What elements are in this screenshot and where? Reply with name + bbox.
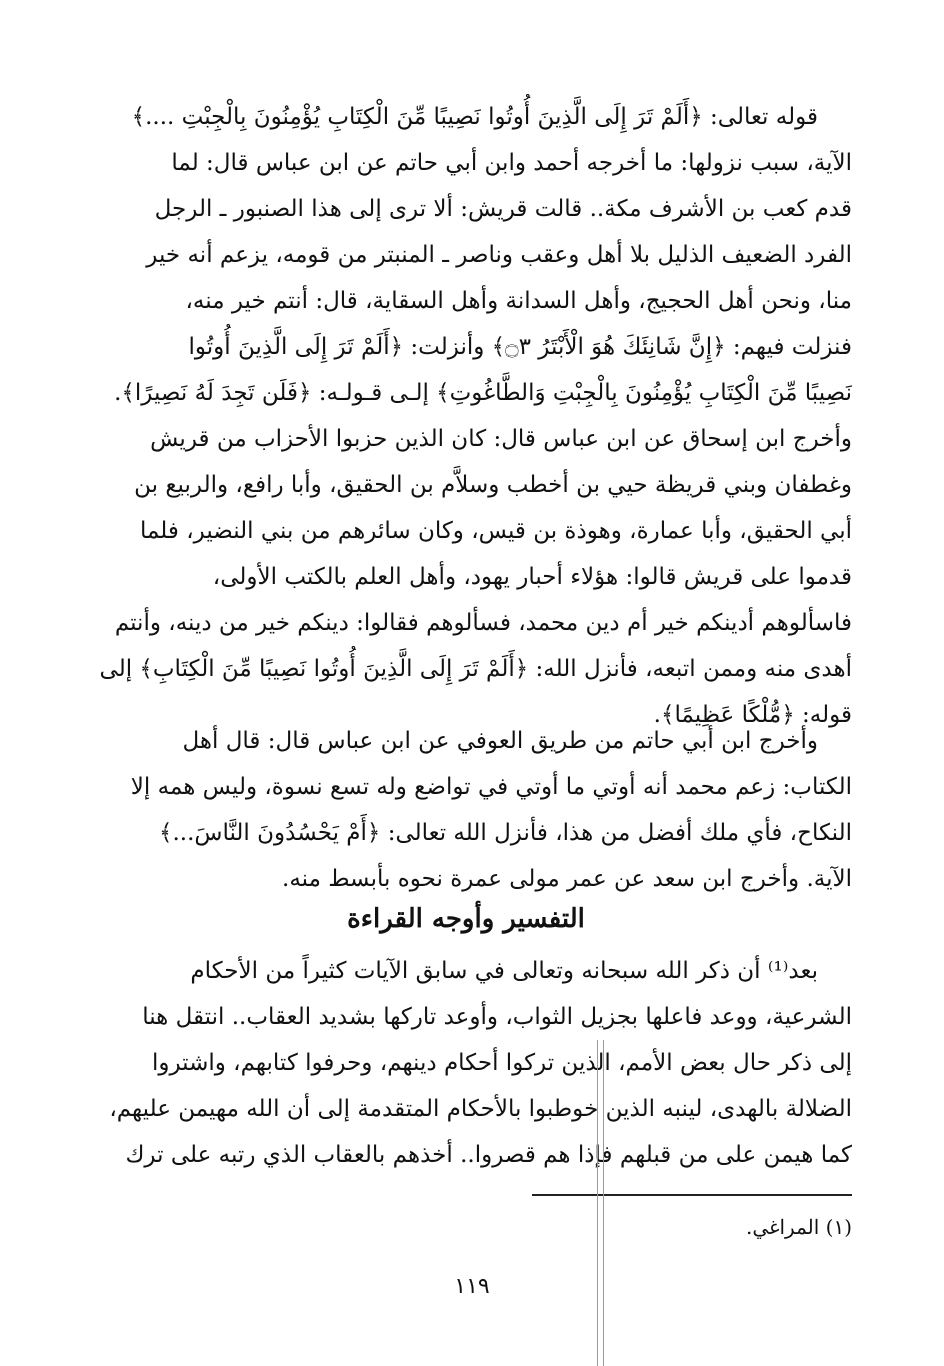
text-line: قدموا على قريش قالوا: هؤلاء أحبار يهود، وأهل العلم بالكتب الأولى، — [212, 564, 852, 590]
scan-artifact-line — [597, 1040, 598, 1366]
text-line: الآية. وأخرج ابن سعد عن عمر مولى عمرة نحوه بأبسط منه. — [282, 866, 852, 892]
text-line: الكتاب: زعم محمد أنه أوتي ما أوتي في تواضع وله تسع نسوة، وليس همه إلا — [130, 774, 852, 800]
text-line: الضلالة بالهدى، لينبه الذين خوطبوا بالأحكام المتقدمة إلى أن الله مهيمن عليهم، — [109, 1096, 852, 1122]
text-line: الشرعية، ووعد فاعلها بجزيل الثواب، وأوعد تاركها بشديد العقاب.. انتقل هنا — [142, 1004, 852, 1030]
section-heading: التفسير وأوجه القراءة — [347, 904, 585, 934]
scan-artifact-line — [603, 1040, 604, 1366]
text-line: فنزلت فيهم: ﴿إِنَّ شَانِئَكَ هُوَ الْأَبْتَرُ ۝٣﴾ وأنزلت: ﴿أَلَمْ تَرَ إِلَى الَّذِينَ أُوتُوا — [188, 334, 852, 360]
footnote: (١) المراغي. — [745, 1215, 852, 1239]
text-line: النكاح، فأي ملك أفضل من هذا، فأنزل الله تعالى: ﴿أَمْ يَحْسُدُونَ النَّاسَ...﴾ — [158, 820, 852, 846]
text-line: وغطفان وبني قريظة حيي بن أخطب وسلاَّم بن الحقيق، وأبا رافع، والربيع بن — [134, 472, 852, 498]
footnote-divider — [532, 1194, 852, 1196]
text-line: وأخرج ابن أبي حاتم من طريق العوفي عن ابن عباس قال: قال أهل — [182, 728, 818, 754]
text-line: قدم كعب بن الأشرف مكة.. قالت قريش: ألا ترى إلى هذا الصنبور ـ الرجل — [154, 196, 852, 222]
page-number: ١١٩ — [454, 1274, 490, 1299]
paragraph-revelation-cause — [80, 94, 852, 738]
text-line: منا، ونحن أهل الحجيج، وأهل السدانة وأهل السقاية، قال: أنتم خير منه، — [185, 288, 852, 314]
text-line: بعد⁽¹⁾ أن ذكر الله سبحانه وتعالى في سابق الآيات كثيراً من الأحكام — [190, 958, 818, 984]
text-line: كما هيمن على من قبلهم فإذا هم قصروا.. أخذهم بالعقاب الذي رتبه على ترك — [125, 1142, 852, 1168]
paragraph-ibn-abi-hatim — [80, 718, 852, 902]
text-line: الآية، سبب نزولها: ما أخرجه أحمد وابن أبي حاتم عن ابن عباس قال: لما — [171, 150, 852, 176]
text-line: قوله تعالى: ﴿أَلَمْ تَرَ إِلَى الَّذِينَ أُوتُوا نَصِيبًا مِّنَ الْكِتَابِ يُؤْمِنُونَ بِالْجِبْتِ ....﴾ — [131, 104, 818, 130]
text-line: الفرد الضعيف الذليل بلا أهل وعقب وناصر ـ المنبتر من قومه، يزعم أنه خير — [146, 242, 852, 268]
text-line: قوله: ﴿مُّلْكًا عَظِيمًا﴾. — [653, 702, 852, 728]
text-line: إلى ذكر حال بعض الأمم، الذين تركوا أحكام دينهم، وحرفوا كتابهم، واشتروا — [151, 1050, 852, 1076]
text-line: أبي الحقيق، وأبا عمارة، وهوذة بن قيس، وكان سائرهم من بني النضير، فلما — [140, 518, 852, 544]
text-line: فاسألوهم أدينكم خير أم دين محمد، فسألوهم فقالوا: دينكم خير من دينه، وأنتم — [114, 610, 852, 636]
text-line: أهدى منه وممن اتبعه، فأنزل الله: ﴿أَلَمْ تَرَ إِلَى الَّذِينَ أُوتُوا نَصِيبًا مِّنَ الْكِتَابِ﴾ إلى — [99, 656, 852, 682]
text-line: وأخرج ابن إسحاق عن ابن عباس قال: كان الذين حزبوا الأحزاب من قريش — [150, 426, 852, 452]
text-line: نَصِيبًا مِّنَ الْكِتَابِ يُؤْمِنُونَ بِالْجِبْتِ وَالطَّاغُوتِ﴾ إلـى قـولـه: ﴿فَلَن تَجِدَ لَهُ نَصِيرًا﴾. — [114, 380, 852, 406]
paragraph-tafsir — [80, 948, 852, 1178]
